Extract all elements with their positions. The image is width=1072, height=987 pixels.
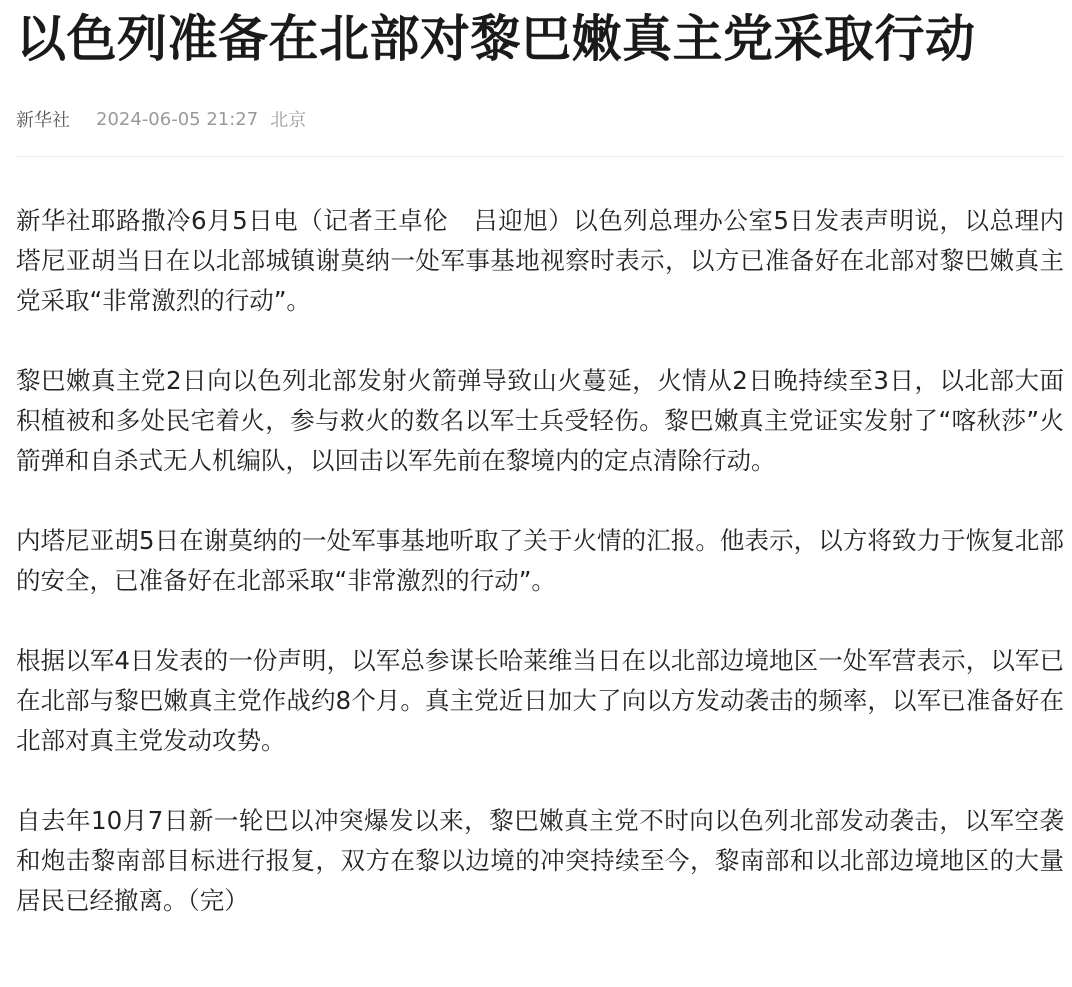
article-paragraph: 自去年10月7日新一轮巴以冲突爆发以来，黎巴嫩真主党不时向以色列北部发动袭击，以军空袭和炮击黎南部目标进行报复，双方在黎以边境的冲突持续至今，黎南部和以北部边境地区的大量居民已经撤离。（完） bbox=[16, 806, 1064, 915]
article-paragraph: 新华社耶路撒冷6月5日电（记者王卓伦 吕迎旭）以色列总理办公室5日发表声明说，以总理内塔尼亚胡当日在以北部城镇谢莫纳一处军事基地视察时表示，以方已准备好在北部对黎巴嫩真主党采取“非常激烈的行动”。 bbox=[16, 206, 1064, 315]
meta-divider bbox=[16, 156, 1064, 157]
article-datetime: 2024-06-05 21:27 bbox=[96, 108, 259, 130]
article-source[interactable]: 新华社 bbox=[16, 110, 70, 131]
article-body bbox=[16, 201, 1064, 921]
article-meta bbox=[16, 104, 1064, 134]
article-paragraph: 根据以军4日发表的一份声明，以军总参谋长哈莱维当日在以北部边境地区一处军营表示，以军已在北部与黎巴嫩真主党作战约8个月。真主党近日加大了向以方发动袭击的频率，以军已准备好在北部对真主党发动攻势。 bbox=[16, 646, 1064, 755]
article-title: 以色列准备在北部对黎巴嫩真主党采取行动 bbox=[16, 10, 976, 68]
article bbox=[16, 0, 1064, 961]
article-location: 北京 bbox=[270, 110, 307, 131]
article-paragraph: 内塔尼亚胡5日在谢莫纳的一处军事基地听取了关于火情的汇报。他表示，以方将致力于恢复北部的安全，已准备好在北部采取“非常激烈的行动”。 bbox=[16, 526, 1064, 595]
article-paragraph: 黎巴嫩真主党2日向以色列北部发射火箭弹导致山火蔓延，火情从2日晚持续至3日，以北部大面积植被和多处民宅着火，参与救火的数名以军士兵受轻伤。黎巴嫩真主党证实发射了“喀秋莎”火箭弹和自杀式无人机编队，以回击以军先前在黎境内的定点清除行动。 bbox=[16, 366, 1064, 475]
